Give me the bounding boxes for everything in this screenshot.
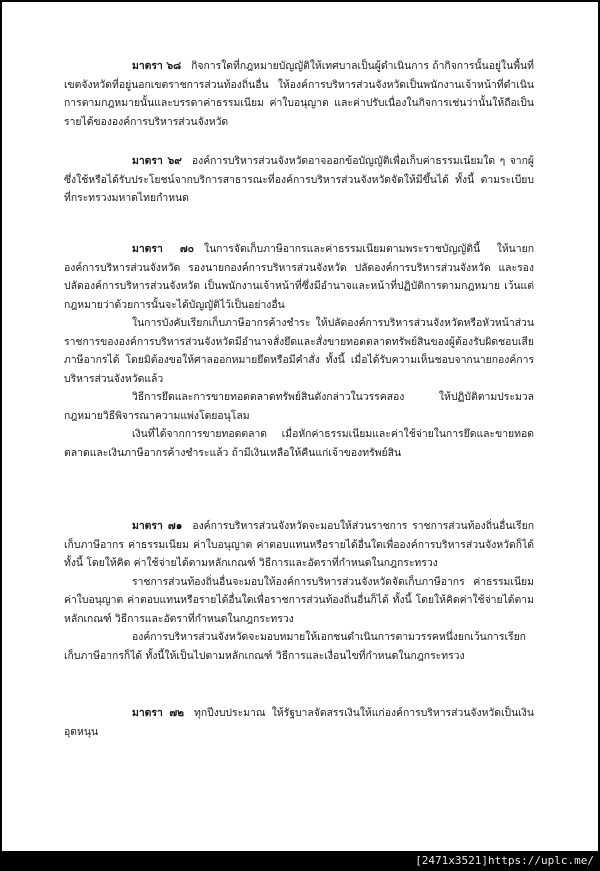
section-label: มาตรา ๖๙ [132, 155, 182, 167]
section-label: มาตรา ๗๒ [132, 707, 185, 719]
section-text: กิจการใดที่กฎหมายบัญญัติให้เทศบาลเป็นผู้ดำเนินการ ถ้ากิจการนั้นอยู่ในพื้นที่เขตจังหวัดที่อยู่นอกเขตราชการส่วนท้องถิ่นอื่น ให้องค์การบริหารส่วนจังหวัดเป็นพนักงานเจ้าหน้าที่ดำเนินการตามกฎหมายนั้นและบรรดาค่าธรรมเนียม ค่าใบอนุญาต และค่าปรับเนื่องในกิจการเช่นว่านั้นให้ถือเป็นรายได้ขององค์การบริหารส่วนจังหวัด [64, 60, 534, 128]
section-72 [64, 704, 534, 741]
section-text: องค์การบริหารส่วนจังหวัดอาจออกข้อบัญญัติเพื่อเก็บค่าธรรมเนียมใด ๆ จากผู้ซึ่งใช้หรือได้รับประโยชน์จากบริการสาธารณะที่องค์การบริหารส่วนจังหวัดจัดให้มีขึ้นได้ ทั้งนี้ ตามระเบียบที่กระทรวงมหาดไทยกำหนด [64, 155, 534, 204]
paragraph: องค์การบริหารส่วนจังหวัดจะมอบหมายให้เอกชนดำเนินการตามวรรคหนึ่งยกเว้นการเรียกเก็บภาษีอากรก็ได้ ทั้งนี้ให้เป็นไปตามหลักเกณฑ์ วิธีการและเงื่อนไขที่กำหนดในกฎกระทรวง [64, 631, 526, 662]
section-text: ทุกปีงบประมาณ ให้รัฐบาลจัดสรรเงินให้แก่องค์การบริหารส่วนจังหวัดเป็นเงินอุดหนุน [64, 707, 534, 738]
section-label: มาตรา ๗๐ [132, 243, 194, 255]
section-label: มาตรา ๗๑ [132, 520, 183, 532]
section-68 [64, 57, 534, 131]
section-69 [64, 152, 534, 208]
document-page [2, 2, 598, 851]
section-label: มาตรา ๖๘ [132, 60, 182, 72]
section-71 [64, 517, 534, 665]
watermark-bar [0, 851, 600, 871]
paragraph: ราชการส่วนท้องถิ่นอื่นจะมอบให้องค์การบริหารส่วนจังหวัดจัดเก็บภาษีอากร ค่าธรรมเนียม ค่าใบอนุญาต ค่าตอบแทนหรือรายได้อื่นใดเพื่อราชการส่วนท้องถิ่นอื่นก็ได้ ทั้งนี้ โดยให้คิดค่าใช้จ่ายได้ตามหลักเกณฑ์ วิธีการและอัตราที่กำหนดในกฎกระทรวง [64, 575, 534, 625]
watermark-text: [2471x3521]https://uplc.me/ [415, 854, 594, 867]
section-70 [64, 240, 534, 462]
paragraph: วิธีการยึดและการขายทอดตลาดทรัพย์สินดังกล่าวในวรรคสอง ให้ปฏิบัติตามประมวลกฎหมายวิธีพิจารณาความแพ่งโดยอนุโลม [64, 391, 534, 422]
paragraph: ในการบังคับเรียกเก็บภาษีอากรค้างชำระ ให้ปลัดองค์การบริหารส่วนจังหวัดหรือหัวหน้าส่วนราชการขององค์การบริหารส่วนจังหวัดมีอำนาจสั่งยึดและสั่งขายทอดตลาดทรัพย์สินของผู้ต้องรับผิดชอบเสียภาษีอากรได้ โดยมิต้องขอให้ศาลออกหมายยึดหรือมีคำสั่ง ทั้งนี้ เมื่อได้รับความเห็นชอบจากนายกองค์การบริหารส่วนจังหวัดแล้ว [64, 317, 534, 385]
section-text: องค์การบริหารส่วนจังหวัดจะมอบให้ส่วนราชการ ราชการส่วนท้องถิ่นอื่นเรียกเก็บภาษีอากร ค่าธรรมเนียม ค่าใบอนุญาต ค่าตอบแทนหรือรายได้อื่นใดเพื่อองค์การบริหารส่วนจังหวัดก็ได้ ทั้งนี้ โดยให้คิด ค่าใช้จ่ายได้ตามหลักเกณฑ์ วิธีการและอัตราที่กำหนดในกฎกระทรวง [64, 520, 534, 569]
paragraph: เงินที่ได้จากการขายทอดตลาด เมื่อหักค่าธรรมเนียมและค่าใช้จ่ายในการยึดและขายทอดตลาดและเงินภาษีอากรค้างชำระแล้ว ถ้ามีเงินเหลือให้คืนแก่เจ้าของทรัพย์สิน [64, 428, 534, 459]
section-text: ในการจัดเก็บภาษีอากรและค่าธรรมเนียมตามพระราชบัญญัตินี้ ให้นายกองค์การบริหารส่วนจังหวัด รองนายกองค์การบริหารส่วนจังหวัด ปลัดองค์การบริหารส่วนจังหวัด และรองปลัดองค์การบริหารส่วนจังหวัด เป็นพนักงานเจ้าหน้าที่ซึ่งมีอำนาจและหน้าที่ปฏิบัติการตามกฎหมาย เว้นแต่กฎหมายว่าด้วยการนั้นจะได้บัญญัติไว้เป็นอย่างอื่น [64, 243, 534, 311]
